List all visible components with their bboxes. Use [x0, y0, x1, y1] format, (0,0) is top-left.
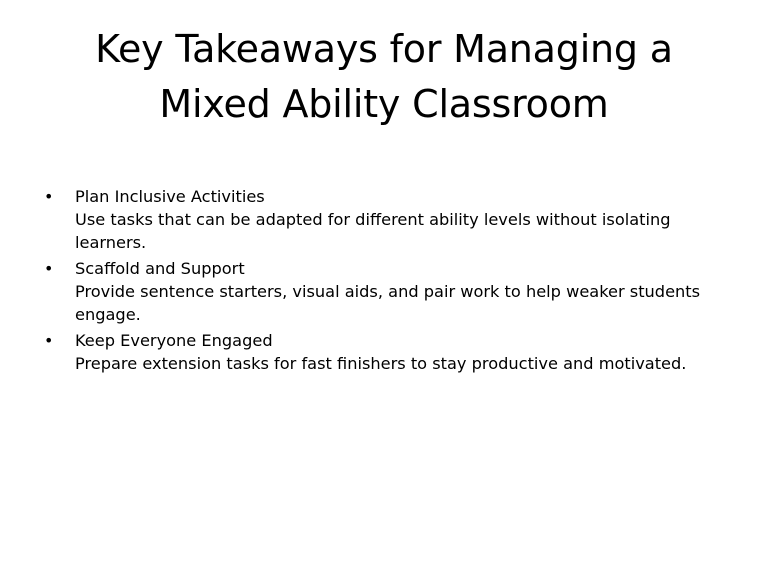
bullet-icon: • [44, 187, 54, 206]
bullet-heading: Keep Everyone Engaged [75, 331, 273, 350]
bullet-list [44, 185, 734, 378]
bullet-item [44, 329, 734, 375]
bullet-icon: • [44, 331, 54, 350]
bullet-item [44, 257, 734, 326]
bullet-heading: Scaffold and Support [75, 259, 245, 278]
bullet-body: Use tasks that can be adapted for different ability levels without isolating learners. [75, 210, 671, 252]
bullet-body: Provide sentence starters, visual aids, and pair work to help weaker students engage. [75, 282, 701, 324]
bullet-item [44, 185, 734, 254]
bullet-icon: • [44, 259, 54, 278]
bullet-body: Prepare extension tasks for fast finishers to stay productive and motivated. [75, 354, 687, 373]
bullet-heading: Plan Inclusive Activities [75, 187, 265, 206]
slide-title: Key Takeaways for Managing a Mixed Ability Classroom [95, 27, 673, 126]
